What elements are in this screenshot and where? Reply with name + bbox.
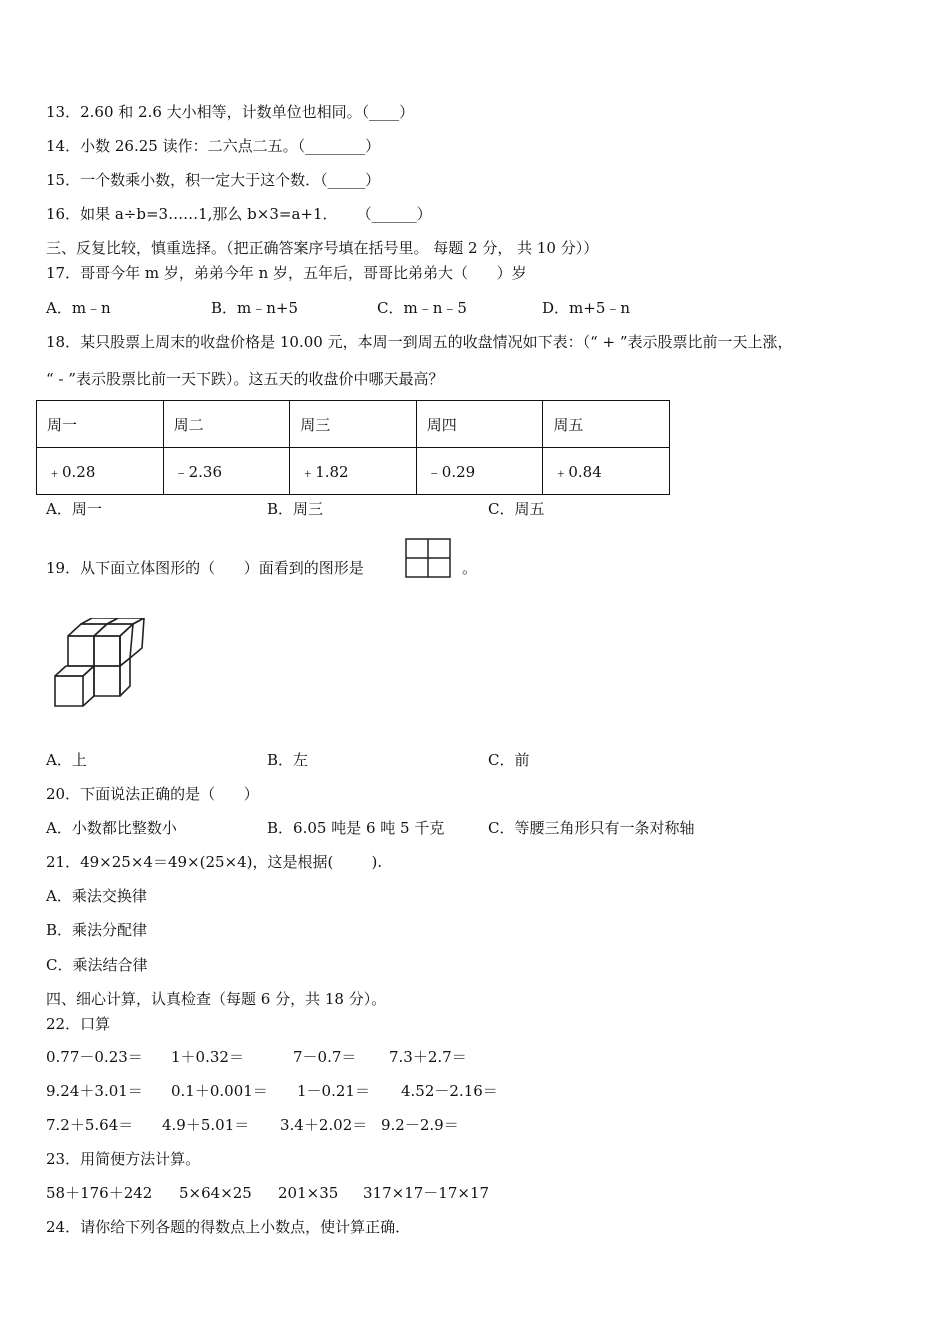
q17-option-d: D．m+5﹣n <box>542 299 631 317</box>
simplify-item: 58＋176＋242 <box>46 1184 153 1202</box>
header-cell: 周五 <box>543 401 670 448</box>
calc-item: 9.24＋3.01＝ <box>46 1082 143 1100</box>
table-row <box>37 448 670 495</box>
value-cell: ﹣2.36 <box>163 448 290 495</box>
question-15: 15．一个数乘小数，积一定大于这个数．（_____） <box>46 171 381 189</box>
q18-option-b: B．周三 <box>267 500 324 518</box>
question-13: 13．2.60 和 2.6 大小相等，计数单位也相同。（____） <box>46 103 415 121</box>
q21-option-b: B．乘法分配律 <box>46 921 148 939</box>
q17-option-a: A．m﹣n <box>46 299 111 317</box>
question-24: 24．请你给下列各题的得数点上小数点，使计算正确． <box>46 1218 411 1236</box>
q19-option-a: A．上 <box>46 751 87 769</box>
simplify-item: 201×35 <box>278 1184 339 1202</box>
q21-option-c: C．乘法结合律 <box>46 956 148 974</box>
header-cell: 周三 <box>290 401 417 448</box>
calc-item: 4.52－2.16＝ <box>401 1082 498 1100</box>
header-cell: 周二 <box>163 401 290 448</box>
cube-stack-figure <box>48 618 148 710</box>
header-cell: 周一 <box>37 401 164 448</box>
calc-item: 1－0.21＝ <box>297 1082 370 1100</box>
simplify-item: 317×17－17×17 <box>363 1184 490 1202</box>
stock-table <box>36 400 670 495</box>
calc-item: 7.2＋5.64＝ <box>46 1116 134 1134</box>
question-19-stem: 19．从下面立体图形的（ ）面看到的图形是 <box>46 559 364 577</box>
question-22-stem: 22．口算 <box>46 1015 111 1033</box>
question-14: 14．小数 26.25 读作：二六点二五。（________） <box>46 137 381 155</box>
calc-item: 9.2－2.9＝ <box>381 1116 459 1134</box>
section-4-heading: 四、细心计算，认真检查（每题 6 分，共 18 分）。 <box>46 990 387 1008</box>
q20-option-b: B．6.05 吨是 6 吨 5 千克 <box>267 819 445 837</box>
section-3-heading: 三、反复比较，慎重选择。（把正确答案序号填在括号里。 每题 2 分， 共 10 分）） <box>46 239 599 257</box>
q17-option-b: B．m﹣n+5 <box>211 299 299 317</box>
q19-option-c: C．前 <box>488 751 530 769</box>
calc-item: 0.77－0.23＝ <box>46 1048 143 1066</box>
calc-item: 7－0.7＝ <box>293 1048 357 1066</box>
question-16: 16．如果 a÷b=3……1,那么 b×3=a+1． （______） <box>46 205 432 223</box>
question-23-stem: 23．用简便方法计算。 <box>46 1150 201 1168</box>
q17-option-c: C．m﹣n﹣5 <box>377 299 467 317</box>
question-18-stem-line1: 18．某只股票上周末的收盘价格是 10.00 元，本周一到周五的收盘情况如下表：（“ + ”表示股票比前一天上涨， <box>46 333 793 351</box>
question-19-stem-end: 。 <box>462 559 478 577</box>
q19-option-b: B．左 <box>267 751 309 769</box>
calc-item: 0.1＋0.001＝ <box>171 1082 268 1100</box>
question-18-stem-line2: “ - ”表示股票比前一天下跌）。这五天的收盘价中哪天最高？ <box>46 370 444 388</box>
calc-item: 7.3＋2.7＝ <box>389 1048 467 1066</box>
q20-option-c: C．等腰三角形只有一条对称轴 <box>488 819 695 837</box>
header-cell: 周四 <box>416 401 543 448</box>
question-21-stem: 21．49×25×4＝49×(25×4)，这是根据( ). <box>46 853 383 871</box>
table-header-row <box>37 401 670 448</box>
q18-option-a: A．周一 <box>46 500 102 518</box>
simplify-item: 5×64×25 <box>179 1184 252 1202</box>
value-cell: ﹣0.29 <box>416 448 543 495</box>
calc-item: 3.4＋2.02＝ <box>280 1116 368 1134</box>
calc-item: 4.9＋5.01＝ <box>162 1116 250 1134</box>
q18-option-c: C．周五 <box>488 500 545 518</box>
q21-option-a: A．乘法交换律 <box>46 887 147 905</box>
question-20-stem: 20．下面说法正确的是（ ） <box>46 785 259 803</box>
value-cell: ﹢0.84 <box>543 448 670 495</box>
value-cell: ﹢0.28 <box>37 448 164 495</box>
view-grid-figure <box>405 538 451 578</box>
question-17-stem: 17．哥哥今年 m 岁，弟弟今年 n 岁，五年后，哥哥比弟弟大（ ）岁 <box>46 264 527 282</box>
calc-item: 1＋0.32＝ <box>171 1048 244 1066</box>
q20-option-a: A．小数都比整数小 <box>46 819 177 837</box>
value-cell: ﹢1.82 <box>290 448 417 495</box>
